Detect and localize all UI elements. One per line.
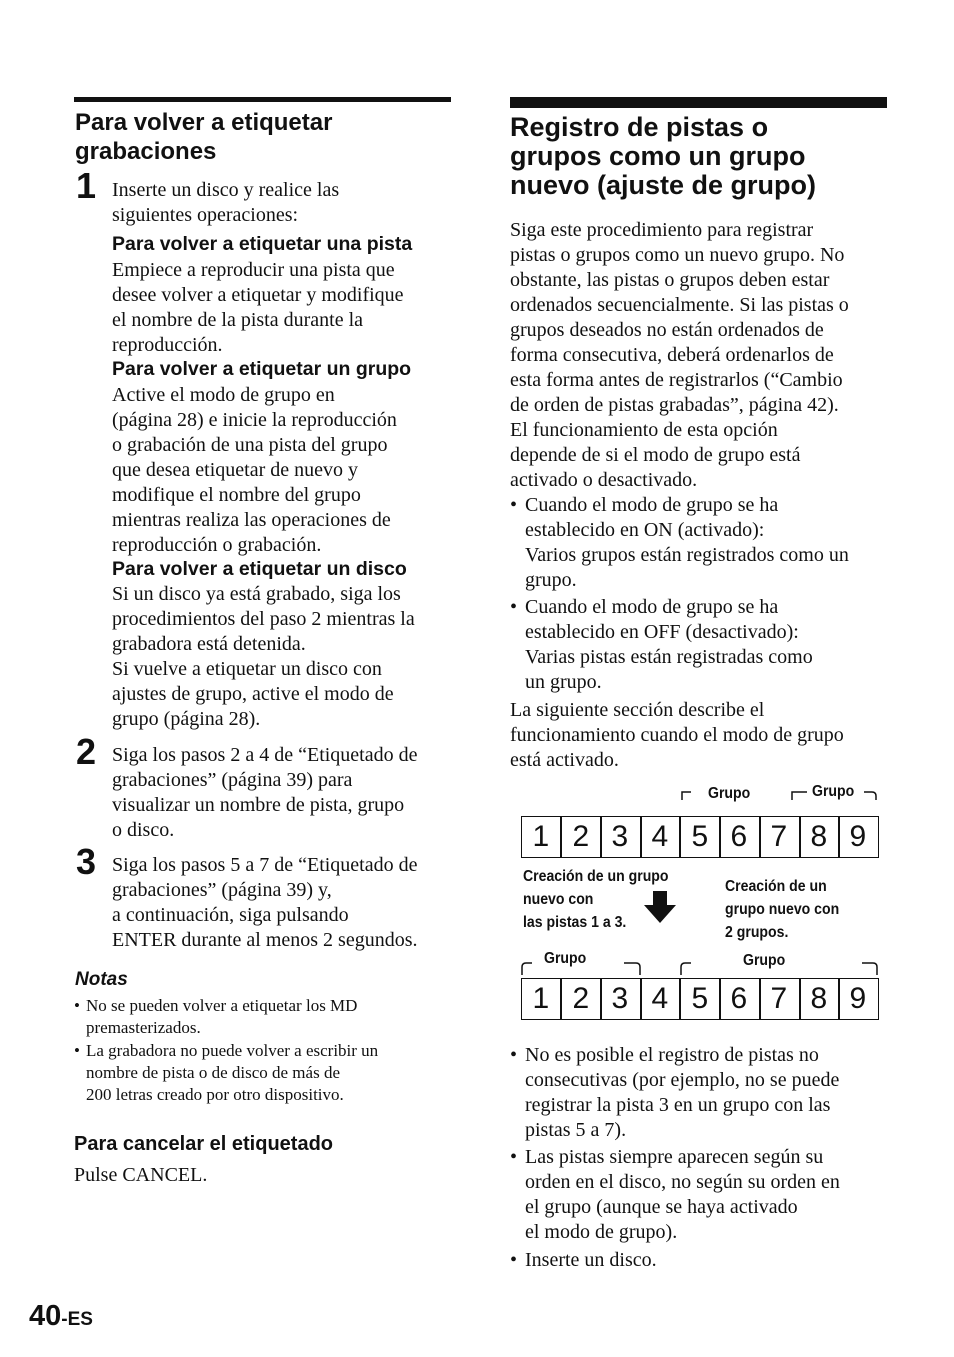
track-cell: 9 (849, 820, 867, 853)
track-cell: 4 (651, 982, 669, 1015)
subheading-relabel-track: Para volver a etiquetar una pista (112, 233, 413, 255)
track-cell: 5 (691, 820, 709, 853)
track-cell: 1 (532, 820, 550, 853)
step-2-number: 2 (76, 731, 97, 772)
section-heading-relabel: Para volver a etiquetar grabaciones (75, 109, 333, 165)
page-number: 40-ES (29, 1300, 93, 1332)
step-1-intro: Inserte un disco y realice las siguientes operaciones: (112, 179, 340, 226)
note-item: • No se pueden volver a etiquetar los MD premasterizados. (74, 996, 358, 1037)
left-heading-rule (74, 97, 451, 102)
group-label: Grupo (743, 952, 786, 969)
track-cell: 6 (730, 820, 748, 853)
track-cell: 7 (770, 982, 788, 1015)
step-2-text: Siga los pasos 2 a 4 de “Etiquetado de grabaciones” (página 39) para visualizar un nombre de pista, grupo o disco. (112, 744, 418, 841)
track-cell: 3 (611, 820, 629, 853)
down-arrow-icon (642, 889, 678, 925)
track-cell: 2 (572, 820, 590, 853)
relabel-group-text: Active el modo de grupo en (página 28) e inicie la reproducción o grabación de una pista del grupo que desea etiquetar de nuevo y modifique el nombre del grupo mientras realiza las operaciones de reproducción o grabación. (112, 384, 397, 556)
track-cell: 6 (730, 982, 748, 1015)
track-cell: 4 (651, 820, 669, 853)
note-item: • La grabadora no puede volver a escribir un nombre de pista o de disco de más de 200 letras creado por otro dispositivo. (74, 1041, 379, 1104)
track-cell: 3 (611, 982, 629, 1015)
group-setting-intro: Siga este procedimiento para registrar pistas o grupos como un nuevo grupo. No obstante, las pistas o grupos deben estar ordenados secuencialmente. Si las pistas o grupos deseados no están ordenados de forma consecutiva, deberá ordenarlos de esta forma antes de registrarlos (“Cambio de orden de pistas grabadas”, página 42). El funcionamiento de esta opción depende de si el modo de grupo está activado o desactivado. (510, 219, 849, 491)
bullet-item: • Cuando el modo de grupo se ha establecido en OFF (desactivado): Varias pistas están registradas como un grupo. (510, 596, 813, 693)
track-cell: 8 (810, 982, 828, 1015)
track-cell: 2 (572, 982, 590, 1015)
group-label: Grupo (812, 783, 855, 800)
track-cell: 1 (532, 982, 550, 1015)
step-1-number: 1 (76, 165, 97, 206)
track-cell: 7 (770, 820, 788, 853)
caption-right: Creación de un grupo nuevo con 2 grupos. (725, 878, 840, 941)
step-3-text: Siga los pasos 5 a 7 de “Etiquetado de grabaciones” (página 39) y, a continuación, siga pulsando ENTER durante al menos 2 segundos. (112, 854, 418, 951)
track-cell: 5 (691, 982, 709, 1015)
bullet-item: • Cuando el modo de grupo se ha establecido en ON (activado): Varios grupos están registrados como un grupo. (510, 494, 849, 591)
caption-left: Creación de un grupo nuevo con las pistas 1 a 3. (523, 868, 669, 931)
group-label: Grupo (544, 950, 587, 967)
relabel-disc-text: Si un disco ya está grabado, siga los procedimientos del paso 2 mientras la grabadora está detenida. Si vuelve a etiquetar un disco con ajustes de grupo, active el modo de grupo (página 28). (112, 583, 415, 730)
notes-title: Notas (75, 969, 128, 990)
cancel-heading: Para cancelar el etiquetado (74, 1133, 334, 1155)
bullet-item: • Las pistas siempre aparecen según su orden en el disco, no según su orden en el grupo (aunque se haya activado el modo de grupo). (510, 1146, 840, 1243)
subheading-relabel-disc: Para volver a etiquetar un disco (112, 558, 407, 580)
bullet-item: • No es posible el registro de pistas no consecutivas (por ejemplo, no se puede registrar la pista 3 en un grupo con las pistas 5 a 7). (510, 1044, 840, 1141)
section-heading-group-setting: Registro de pistas o grupos como un grupo nuevo (ajuste de grupo) (510, 112, 817, 200)
track-cell: 8 (810, 820, 828, 853)
track-cell: 9 (849, 982, 867, 1015)
cancel-text: Pulse CANCEL. (74, 1164, 208, 1186)
subheading-relabel-group: Para volver a etiquetar un grupo (112, 358, 412, 380)
relabel-track-text: Empiece a reproducir una pista que desee volver a etiquetar y modifique el nombre de la pista durante la reproducción. (112, 259, 404, 356)
group-label: Grupo (708, 785, 751, 802)
step-3-number: 3 (76, 841, 97, 882)
bullet-item: • Inserte un disco. (510, 1249, 657, 1271)
right-heading-rule (510, 97, 887, 108)
diagram-intro: La siguiente sección describe el funcionamiento cuando el modo de grupo está activado. (510, 699, 844, 771)
